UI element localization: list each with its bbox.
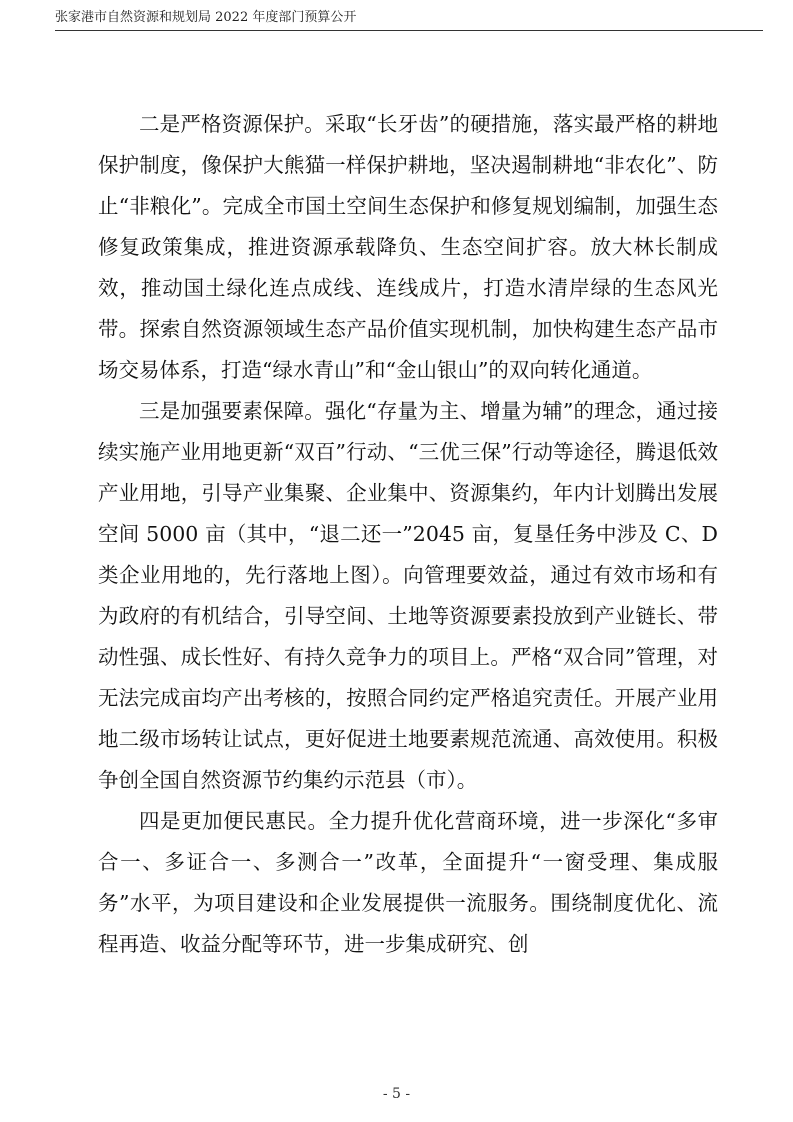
paragraph-factor-guarantee: 三是加强要素保障。强化“存量为主、增量为辅”的理念，通过接续实施产业用地更新“双百”行动、“三优三保”行动等途径，腾退低效产业用地，引导产业集聚、企业集中、资源集约，年内计划腾出发展空间 5000 亩（其中，“退二还一”2045 亩，复垦任务中涉及 C、D 类企业用地的，先行落地上图）。向管理要效益，通过有效市场和有为政府的有机结合，引导空间、土地等资源要素投放到产业链长、带动性强、成长性好、有持久竞争力的项目上。严格“双合同”管理，对无法完成亩均产出考核的，按照合同约定严格追究责任。开展产业用地二级市场转让试点，更好促进土地要素规范流通、高效使用。积极争创全国自然资源节约集约示范县（市）。 <box>98 399 718 792</box>
paragraph-resource-protection: 二是严格资源保护。采取“长牙齿”的硬措施，落实最严格的耕地保护制度，像保护大熊猫一样保护耕地，坚决遏制耕地“非农化”、防止“非粮化”。完成全市国土空间生态保护和修复规划编制，加强生态修复政策集成，推进资源承载降负、生态空间扩容。放大林长制成效，推动国土绿化连点成线、连线成片，打造水清岸绿的生态风光带。探索自然资源领域生态产品价值实现机制，加快构建生态产品市场交易体系，打造“绿水青山”和“金山银山”的双向转化通道。 <box>98 112 718 382</box>
page-number: - 5 - <box>382 1086 411 1102</box>
header-divider <box>55 30 763 31</box>
document-body <box>98 104 718 965</box>
running-header: 张家港市自然资源和规划局 2022 年度部门预算公开 <box>55 10 357 25</box>
paragraph-public-service: 四是更加便民惠民。全力提升优化营商环境，进一步深化“多审合一、多证合一、多测合一”改革，全面提升“一窗受理、集成服务”水平，为项目建设和企业发展提供一流服务。围绕制度优化、流程再造、收益分配等环节，进一步集成研究、创 <box>98 809 718 956</box>
